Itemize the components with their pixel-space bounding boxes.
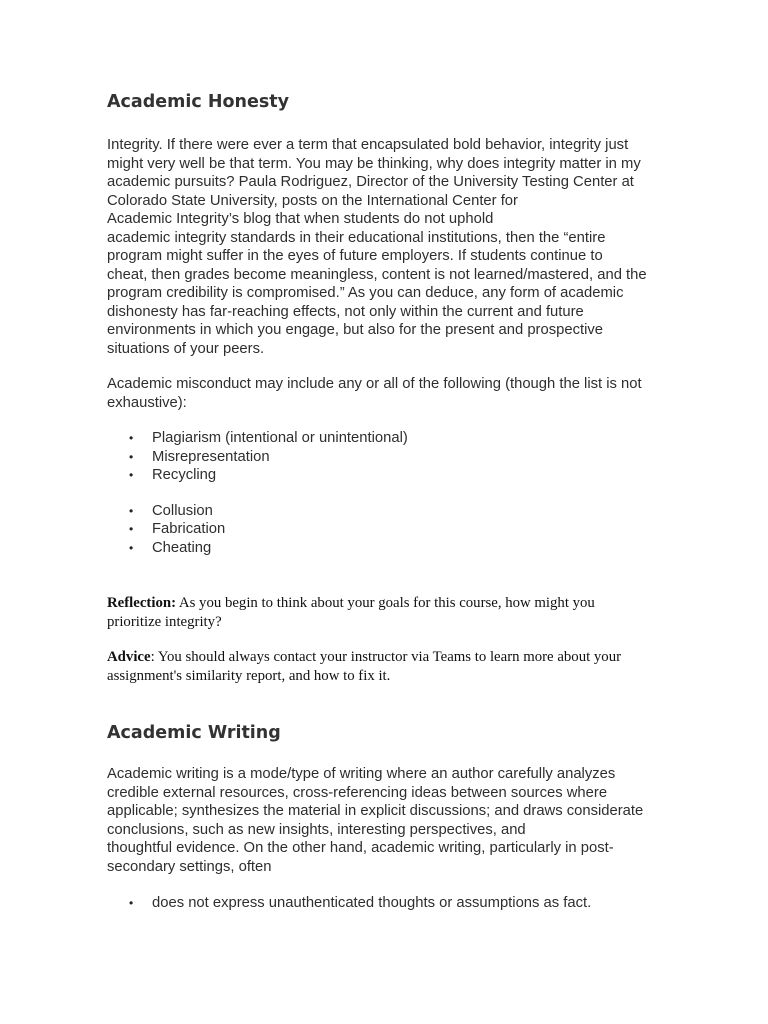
- list-item: • Recycling: [152, 466, 667, 485]
- reflection-text: As you begin to think about your goals for this course, how might you: [176, 595, 595, 611]
- text-line: situations of your peers.: [107, 340, 265, 357]
- text-line: secondary settings, often: [107, 858, 272, 875]
- academic-writing-list: [107, 894, 667, 913]
- list-item: • Cheating: [152, 539, 667, 558]
- text-line: Integrity. If there were ever a term that encapsulated bold behavior, integrity just: [107, 137, 629, 153]
- text-line: academic integrity standards in their educational institutions, then the “entire: [107, 229, 606, 246]
- text-line: environments in which you engage, but also for the present and prospective: [107, 322, 603, 338]
- reflection-label: Reflection:: [107, 595, 177, 611]
- text-line: Colorado State University, posts on the International Center for: [107, 192, 518, 209]
- list-item: • Misrepresentation: [152, 448, 667, 467]
- text-line: [107, 648, 667, 667]
- text-line: program credibility is compromised.” As you can deduce, any form of academic: [107, 285, 624, 301]
- text-line: applicable; synthesizes the material in explicit discussions; and draws considerate: [107, 803, 644, 819]
- list-item: • Fabrication: [152, 520, 667, 539]
- academic-writing-intro: [107, 765, 667, 876]
- misconduct-list-a: [107, 429, 667, 485]
- text-line: [107, 594, 667, 613]
- advice-label: Advice: [107, 649, 151, 665]
- reflection-paragraph: [107, 594, 667, 631]
- text-line: conclusions, such as new insights, interesting perspectives, and: [107, 821, 526, 838]
- text-line: academic pursuits? Paula Rodriguez, Director of the University Testing Center at: [107, 174, 634, 190]
- advice-text: : You should always contact your instructor via Teams to learn more about your: [150, 649, 622, 665]
- section-title-academic-honesty: Academic Honesty: [107, 92, 290, 112]
- list-item: • Plagiarism (intentional or unintentional): [152, 429, 667, 448]
- text-line: might very well be that term. You may be thinking, why does integrity matter in my: [107, 155, 641, 172]
- list-item: • does not express unauthenticated thoughts or assumptions as fact.: [152, 894, 667, 913]
- academic-honesty-intro: [107, 136, 667, 358]
- text-line: thoughtful evidence. On the other hand, academic writing, particularly in post-: [107, 840, 614, 856]
- section-title-academic-writing: Academic Writing: [107, 723, 281, 743]
- list-item: • Collusion: [152, 502, 667, 521]
- document-content: [107, 90, 667, 913]
- text-line: exhaustive):: [107, 394, 187, 411]
- text-line: Academic misconduct may include any or all of the following (though the list is not: [107, 376, 642, 392]
- text-line: prioritize integrity?: [107, 613, 222, 630]
- text-line: Academic writing is a mode/type of writing where an author carefully analyzes: [107, 766, 616, 782]
- misconduct-list-b: [107, 502, 667, 558]
- text-line: credible external resources, cross-referencing ideas between sources where: [107, 784, 608, 801]
- text-line: dishonesty has far-reaching effects, not only within the current and future: [107, 303, 584, 320]
- advice-paragraph: [107, 648, 667, 685]
- text-line: program might suffer in the eyes of future employers. If students continue to: [107, 248, 603, 264]
- misconduct-intro: [107, 375, 667, 412]
- text-line: Academic Integrity’s blog that when students do not uphold: [107, 211, 494, 227]
- text-line: cheat, then grades become meaningless, content is not learned/mastered, and the: [107, 266, 647, 283]
- text-line: assignment's similarity report, and how to fix it.: [107, 667, 391, 684]
